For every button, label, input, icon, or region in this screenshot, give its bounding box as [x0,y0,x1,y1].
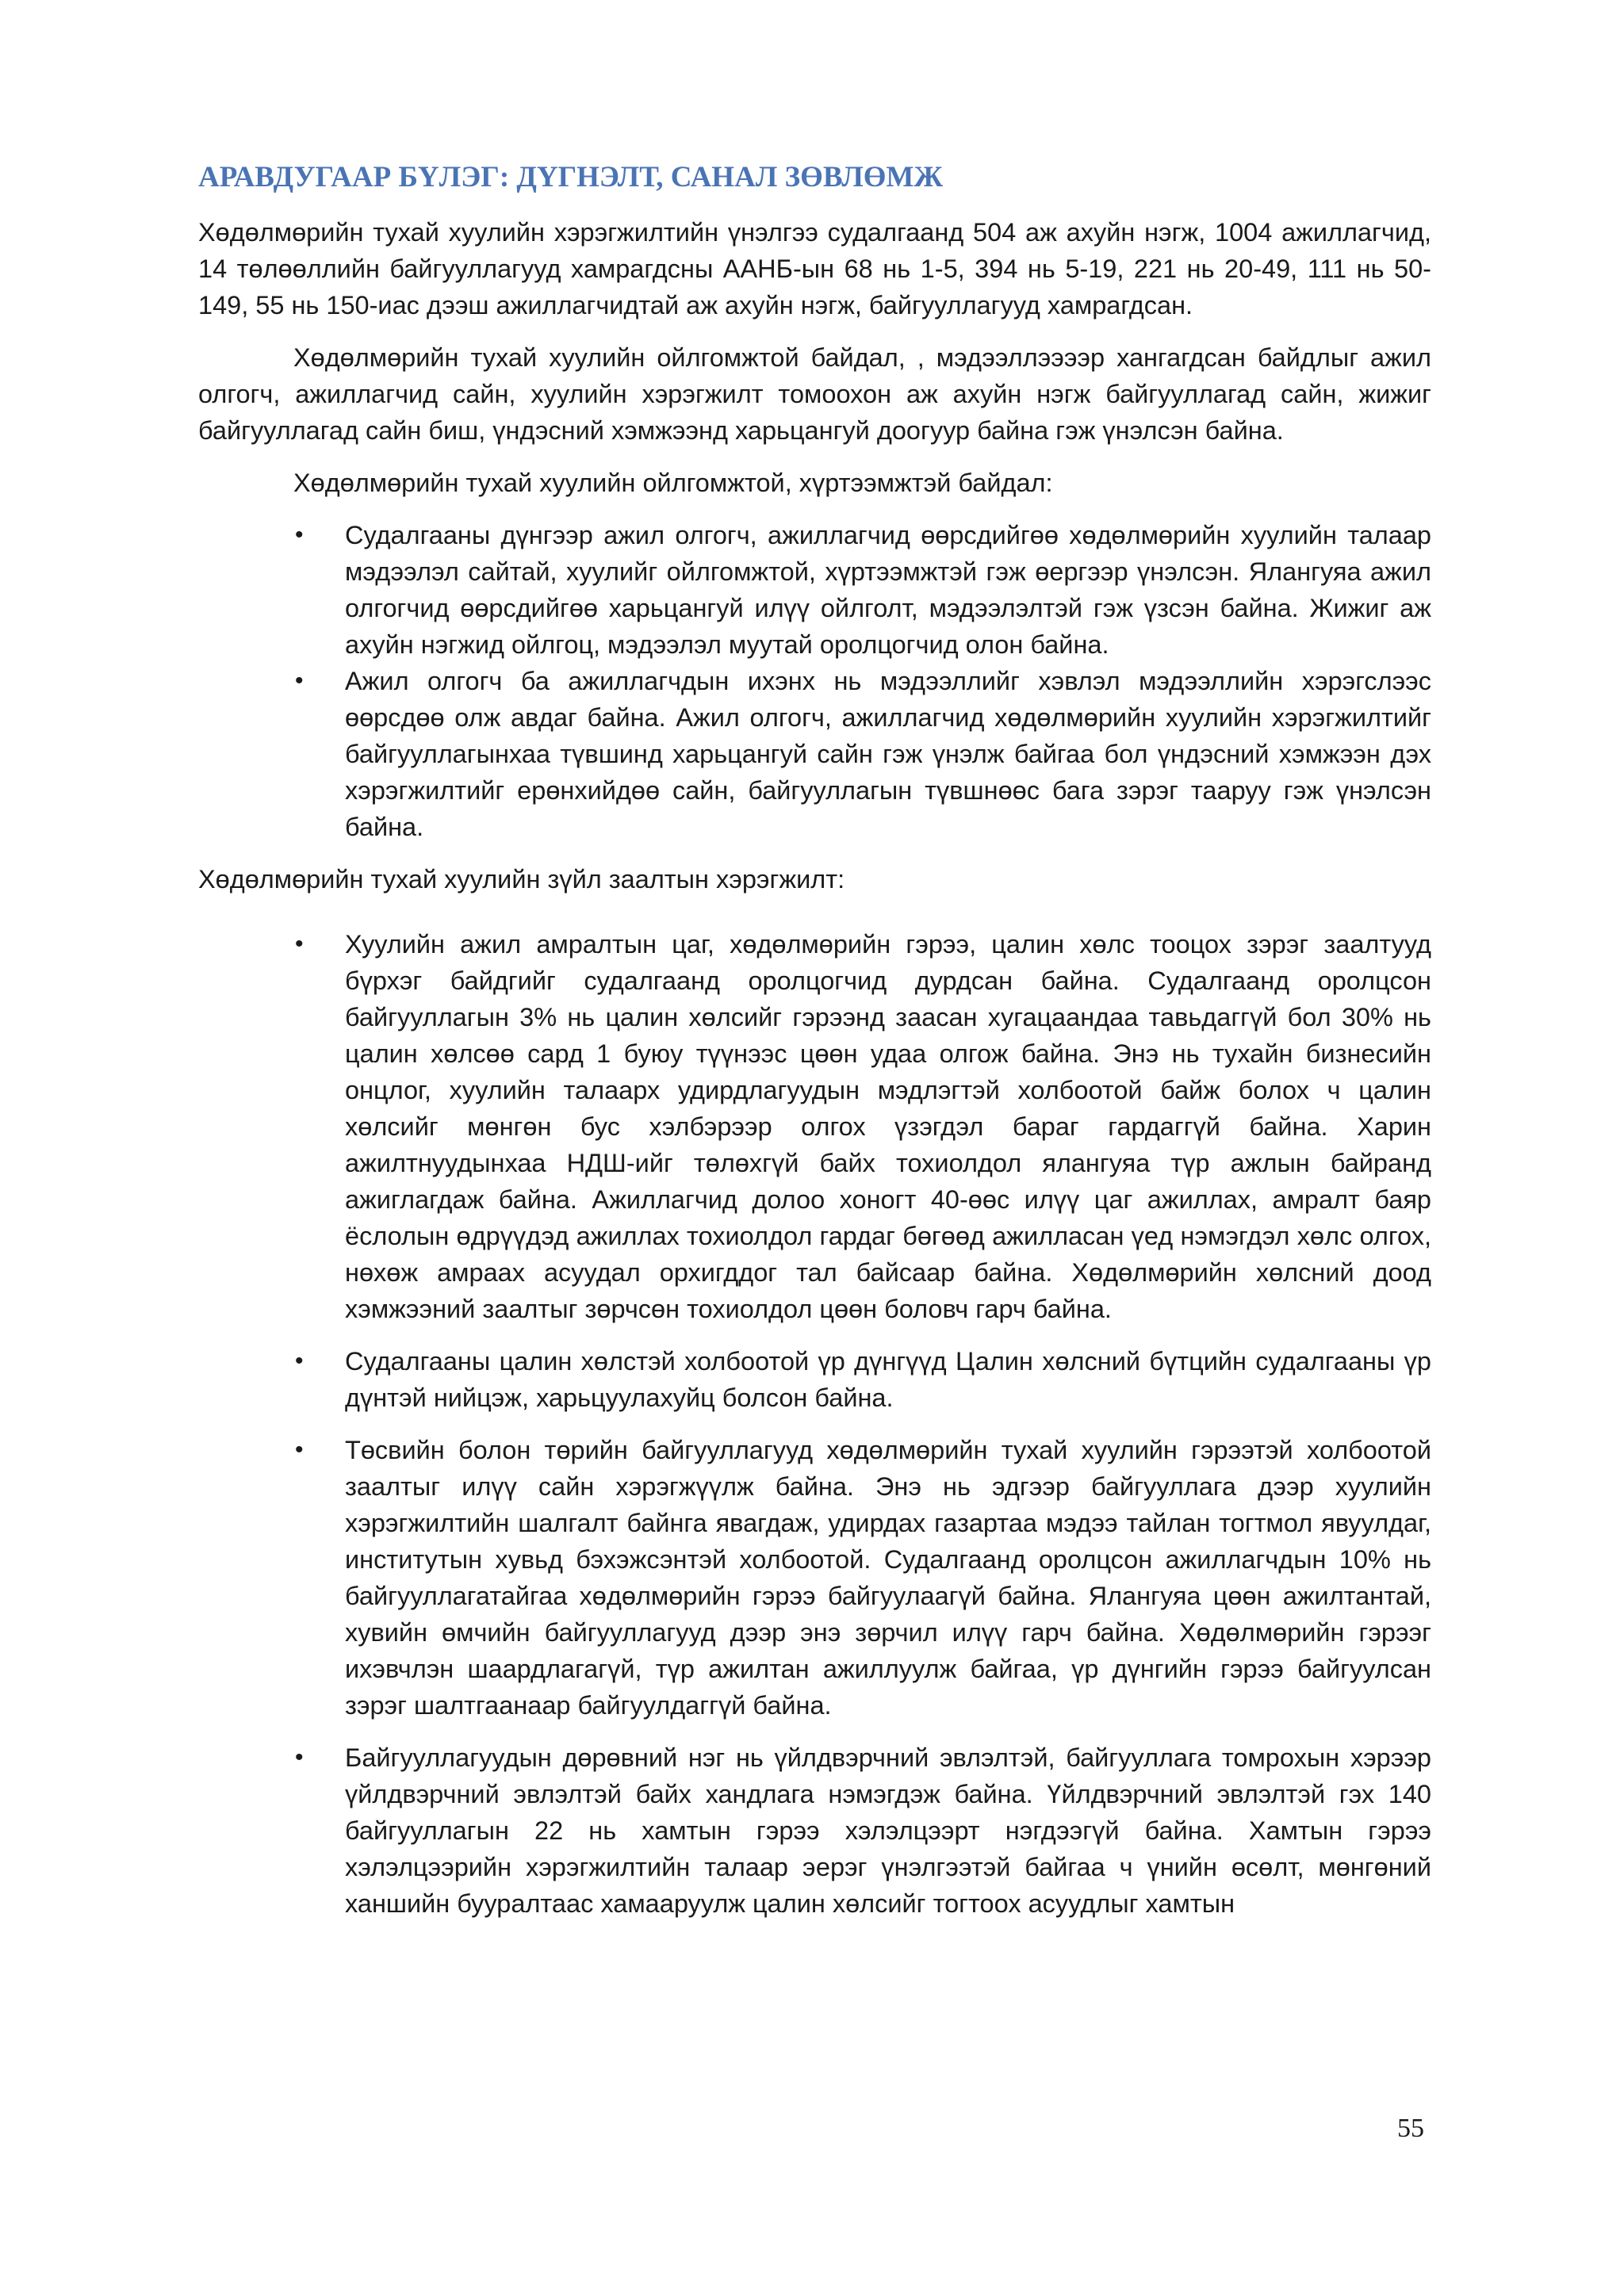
bullet-icon: • [295,931,304,957]
chapter-heading: АРАВДУГААР БҮЛЭГ: ДҮГНЭЛТ, САНАЛ ЗӨВЛӨМЖ [198,161,944,193]
bullet-text: Хуулийн ажил амралтын цаг, хөдөлмөрийн гэрээ, цалин хөлс тооцох зэрэг заалтууд бүрхэг байдгийг судалгаанд оролцогчид дурдсан байна. Судалгаанд оролцсон байгууллагын 3% нь цалин хөлсийг гэрээнд заасан хугацаандаа тавьдаггүй бол 30% нь цалин хөлсөө сард 1 буюу түүнээс цөөн удаа олгож байна. Энэ нь тухайн бизнесийн онцлог, хуулийн талаарх удирдлагуудын мэдлэгтэй холбоотой байж болох ч цалин хөлсийг мөнгөн бус хэлбэрээр олгох үзэгдэл бараг гардаггүй байна. Харин ажилтнуудынхаа НДШ-ийг төлөхгүй байх тохиолдол ялангуяа түр ажлын байранд ажиглагдаж байна. Ажиллагчид долоо хоногт 40-өөс илүү цаг ажиллах, амралт баяр ёслолын өдрүүдэд ажиллах тохиолдол гардаг бөгөөд ажилласан үед нэмэгдэл хөлс олгох, нөхөж амраах асуудал орхигддог тал байсаар байна. Хөдөлмөрийн хөлсний доод хэмжээний заалтыг зөрчсөн тохиолдол цөөн боловч гарч байна. [345,930,1431,1323]
bullet-text: Ажил олгогч ба ажиллагчдын ихэнх нь мэдээллийг хэвлэл мэдээллийн хэрэгслээс өөрсдөө олж авдаг байна. Ажил олгогч, ажиллагчид хөдөлмөрийн хуулийн хэрэгжилтийг байгууллагынхаа түвшинд харьцангуй сайн гэж үнэлж байгаа бол үндэсний хэмжээн дэх хэрэгжилтийг ерөнхийдөө сайн, байгууллагын түвшнөөс бага зэрэг тааруу гэж үнэлсэн байна. [345,667,1431,841]
bullet-icon: • [295,1744,304,1770]
section2-title: Хөдөлмөрийн тухай хуулийн зүйл заалтын хэрэгжилт: [198,865,845,894]
section2-bullet-item [198,1343,1431,1416]
section2-bullet-item [198,1739,1431,1922]
summary-paragraph: Хөдөлмөрийн тухай хуулийн ойлгомжтой байдал, , мэдээллээээр хангагдсан байдлыг ажил олгогч, ажиллагчид сайн, хуулийн хэрэгжилт томоохон аж ахуйн нэгж байгууллагад сайн, жижиг байгууллагад сайн биш, үндэсний хэмжээнд харьцангуй доогуур байна гэж үнэлсэн байна. [198,343,1431,445]
section2-bullet-list [198,926,1431,1922]
section2-bullet-item [198,926,1431,1327]
section2-bullet-item [198,1432,1431,1724]
section1-bullet-item [198,517,1431,663]
bullet-text: Судалгааны дүнгээр ажил олгогч, ажиллагчид өөрсдийгөө хөдөлмөрийн хуулийн талаар мэдээлэл сайтай, хуулийг ойлгомжтой, хүртээмжтэй гэж өергээр үнэлсэн. Ялангуяа ажил олгогчид өөрсдийгөө харьцангуй илүү ойлголт, мэдээлэлтэй гэж үзсэн байна. Жижиг аж ахуйн нэгжид ойлгоц, мэдээлэл муутай оролцогчид олон байна. [345,521,1431,659]
intro-paragraph: Хөдөлмөрийн тухай хуулийн хэрэгжилтийн үнэлгээ судалгаанд 504 аж ахуйн нэгж, 1004 ажиллагчид, 14 төлөөллийн байгууллагууд хамрагдсны ААНБ-ын 68 нь 1-5, 394 нь 5-19, 221 нь 20-49, 111 нь 50-149, 55 нь 150-иас дээш ажиллагчидтай аж ахуйн нэгж, байгууллагууд хамрагдсан. [198,218,1431,320]
section1-bullet-item [198,663,1431,845]
bullet-text: Төсвийн болон төрийн байгууллагууд хөдөлмөрийн тухай хуулийн гэрээтэй холбоотой заалтыг илүү сайн хэрэгжүүлж байна. Энэ нь эдгээр байгууллага дээр хуулийн хэрэгжилтийн шалгалт байнга явагдаж, удирдах газартаа мэдээ тайлан тогтмол явуулдаг, институтын хувьд бэхэжсэнтэй холбоотой. Судалгаанд оролцсон ажиллагчдын 10% нь байгууллагатайгаа хөдөлмөрийн гэрээ байгуулаагүй байна. Ялангуяа цөөн ажилтантай, хувийн өмчийн байгууллагууд дээр энэ зөрчил илүү гарч байна. Хөдөлмөрийн гэрээг ихэвчлэн шаардлагагүй, түр ажилтан ажиллуулж байгаа, үр дүнгийн гэрээ байгуулсан зэрэг шалтгаанаар байгуулдаггүй байна. [345,1436,1431,1720]
bullet-icon: • [295,1437,304,1463]
page-number: 55 [1397,2114,1424,2143]
bullet-icon: • [295,522,304,548]
section1-title: Хөдөлмөрийн тухай хуулийн ойлгомжтой, хүртээмжтэй байдал: [293,469,1053,497]
bullet-icon: • [295,1348,304,1374]
document-page [198,159,1431,1938]
section1-bullet-list [198,517,1431,845]
bullet-text: Судалгааны цалин хөлстэй холбоотой үр дүнгүүд Цалин хөлсний бүтцийн судалгааны үр дүнтэй нийцэж, харьцуулахуйц болсон байна. [345,1347,1431,1412]
bullet-text: Байгууллагуудын дөрөвний нэг нь үйлдвэрчний эвлэлтэй, байгууллага томрохын хэрээр үйлдвэрчний эвлэлтэй байх хандлага нэмэгдэж байна. Үйлдвэрчний эвлэлтэй гэх 140 байгууллагын 22 нь хамтын гэрээ хэлэлцээрт нэгдээгүй байна. Хамтын гэрээ хэлэлцээрийн хэрэгжилтийн талаар эерэг үнэлгээтэй байгаа ч үнийн өсөлт, мөнгөний ханшийн бууралтаас хамааруулж цалин хөлсийг тогтоох асуудлыг хамтын [345,1743,1431,1918]
bullet-icon: • [295,668,304,694]
